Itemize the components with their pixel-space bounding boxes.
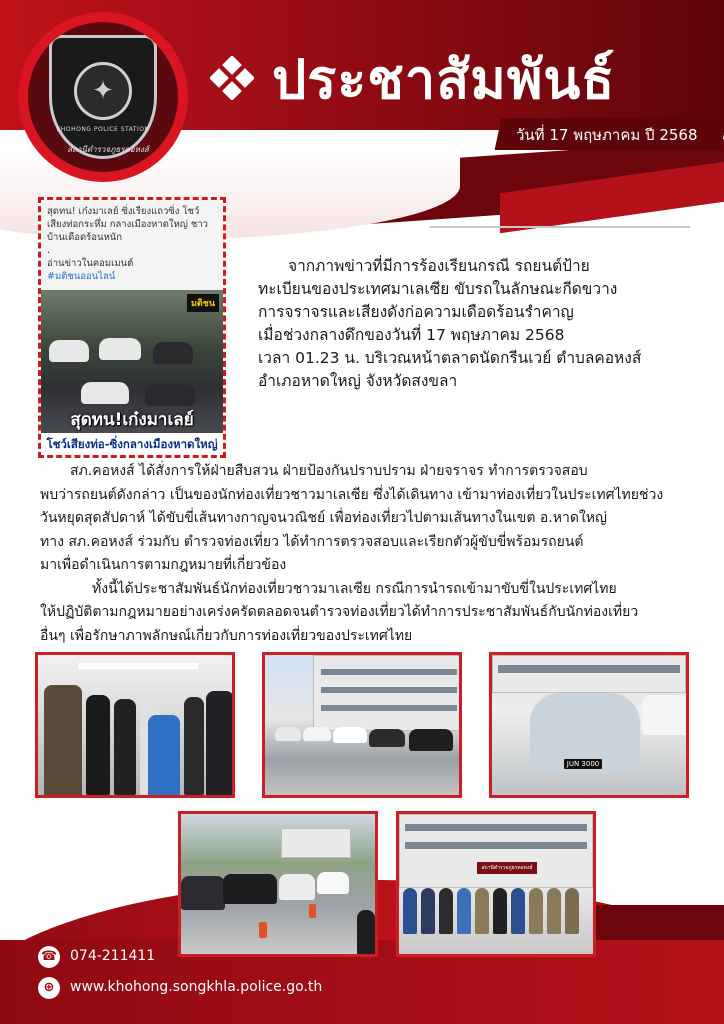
- person: [421, 888, 435, 934]
- photo-station-parking: [262, 652, 462, 798]
- news-screenshot: [38, 197, 226, 458]
- lead-line: ทะเบียนของประเทศมาเลเซีย ขับรถในลักษณะกีดขวาง: [258, 280, 618, 298]
- lead-line: การจราจรและเสียงดังก่อความเดือดร้อนรำคาญ: [258, 303, 574, 321]
- news-post-text: [41, 200, 223, 290]
- news-divider: .: [47, 245, 51, 256]
- window-row: [321, 687, 457, 693]
- photo-group-officers: [396, 811, 596, 957]
- lead-line: เมื่อช่วงกลางดึกของวันที่ 17 พฤษภาคม 2568: [258, 326, 565, 344]
- car: [49, 340, 89, 362]
- body-line: พบว่ารถยนต์ดังกล่าว เป็นของนักท่องเที่ยวชาวมาเลเซีย ซึ่งได้เดินทาง เข้ามาท่องเที่ยวในประเทศไทยช่วง: [40, 486, 664, 503]
- body-line: สภ.คอหงส์ ได้สั่งการให้ฝ่ายสืบสวน ฝ่ายป้องกันปราบปราม ฝ่ายจราจร ทำการตรวจสอบ: [70, 463, 588, 479]
- car: [333, 727, 367, 743]
- page-title: ประชาสัมพันธ์: [272, 48, 616, 111]
- police-logo: [18, 12, 188, 182]
- person: [86, 695, 110, 795]
- person: [206, 691, 234, 797]
- body-line: ให้ปฏิบัติตามกฎหมายอย่างเคร่งครัดตลอดจนตำรวจท่องเที่ยวได้ทำการประชาสัมพันธ์กับนักท่องเที่ยว: [40, 604, 639, 620]
- person: [439, 888, 453, 934]
- traffic-cone: [259, 922, 267, 938]
- divider: [430, 226, 690, 228]
- car: [145, 384, 195, 406]
- car: [99, 338, 141, 360]
- traffic-cone: [309, 904, 316, 918]
- ceiling-light: [78, 663, 198, 669]
- body-line: อื่นๆ เพื่อรักษาภาพลักษณ์เกี่ยวกับการท่องเที่ยวของประเทศไทย: [40, 627, 413, 644]
- window-row: [405, 824, 587, 831]
- person: [44, 685, 82, 797]
- station-banner-text: สถานีตำรวจภูธรคอหงส์: [481, 865, 533, 871]
- lead-line: อำเภอหาดใหญ่ จังหวัดสงขลา: [258, 372, 458, 390]
- date-text: วันที่ 17 พฤษภาคม ปี 2568: [516, 126, 698, 144]
- window-row: [405, 842, 587, 849]
- window-row: [321, 705, 457, 711]
- body-line: ทั้งนี้ได้ประชาสัมพันธ์นักท่องเที่ยวชาวมาเลเซีย กรณีการนำรถเข้ามาขับขี่ในประเทศไทย: [92, 580, 617, 597]
- person: [114, 699, 136, 795]
- person: [457, 888, 471, 934]
- website-link[interactable]: www.khohong.songkhla.police.go.th: [70, 979, 323, 995]
- person: [403, 888, 417, 934]
- building: [492, 655, 686, 693]
- person: [357, 910, 375, 956]
- diamond-icon: [210, 56, 254, 100]
- person: [511, 888, 525, 934]
- person: [547, 888, 561, 934]
- person: [184, 697, 204, 795]
- car-plate: [564, 759, 602, 769]
- photo-officers-inspection: [35, 652, 235, 798]
- logo-text: KHOHONG POLICE STATION: [56, 125, 150, 133]
- phone-icon: ☎: [38, 946, 60, 968]
- person: [529, 888, 543, 934]
- lead-paragraph: [258, 255, 713, 393]
- news-caption-sub: โชว์เสียงท่อ-ซิ่งกลางเมืองหาดใหญ่: [41, 433, 223, 455]
- police-badge-icon: [49, 35, 157, 159]
- logo-caption: สถานีตำรวจภูธรคอหงส์: [67, 145, 149, 154]
- building: [313, 655, 462, 731]
- news-brand-logo: มติชน: [187, 294, 219, 312]
- car: [303, 727, 331, 741]
- phone-number[interactable]: 074-211411: [70, 948, 156, 964]
- lead-line: เวลา 01.23 น. บริเวณหน้าตลาดนัดกรีนเวย์ ตำบลคอหงส์: [258, 349, 642, 367]
- car: [81, 382, 129, 404]
- body-paragraph: [40, 460, 720, 648]
- car: [369, 729, 405, 747]
- seal-icon: ✦: [74, 62, 132, 120]
- news-photo: [41, 290, 223, 455]
- person: [493, 888, 507, 934]
- person: [475, 888, 489, 934]
- window-row: [321, 669, 457, 675]
- car: [279, 874, 315, 900]
- news-headline: สุดทน! เก๋งมาเลย์ ซิ่งเรียงแถวซิ่ง โชว์เสียงท่อกระหึ่ม กลางเมืองหาดใหญ่ ชาวบ้านเดือดร้อนหนัก: [47, 206, 209, 243]
- news-hashtag: #มติชนออนไลน์: [47, 271, 116, 282]
- body-line: มาเพื่อดำเนินการตามกฎหมายที่เกี่ยวข้อง: [40, 557, 287, 573]
- car: [275, 727, 301, 741]
- car: [409, 729, 453, 751]
- body-line: วันหยุดสุดสัปดาห์ ได้ขับขี่เส้นทางกาญจนวณิชย์ เพื่อท่องเที่ยวไปตามเส้นทางในเขต อ.หาดใหญ่: [40, 510, 607, 526]
- car: [642, 695, 688, 735]
- person: [148, 715, 180, 798]
- photo-parking-lot: [178, 811, 378, 957]
- window-row: [498, 665, 680, 673]
- station-banner: [477, 862, 537, 874]
- news-caption-main: สุดทน!เก๋งมาเลย์: [70, 410, 194, 430]
- person: [565, 888, 579, 934]
- body-line: ทาง สภ.คอหงส์ ร่วมกับ ตำรวจท่องเที่ยว ได้ทำการตรวจสอบและเรียกตัวผู้ขับขี่พร้อมรถยนต์: [40, 533, 584, 550]
- plate-text: JUN 3000: [566, 760, 600, 768]
- globe-icon: ⊕: [38, 977, 60, 999]
- car: [181, 876, 225, 910]
- car: [317, 872, 349, 894]
- building: [281, 828, 351, 858]
- car: [153, 342, 193, 364]
- lead-line: จากภาพข่าวที่มีการร้องเรียนกรณี รถยนต์ป้าย: [288, 257, 590, 275]
- photo-seized-car: [489, 652, 689, 798]
- news-read-more: อ่านข่าวในคอมเมนต์: [47, 258, 134, 269]
- car: [223, 874, 277, 904]
